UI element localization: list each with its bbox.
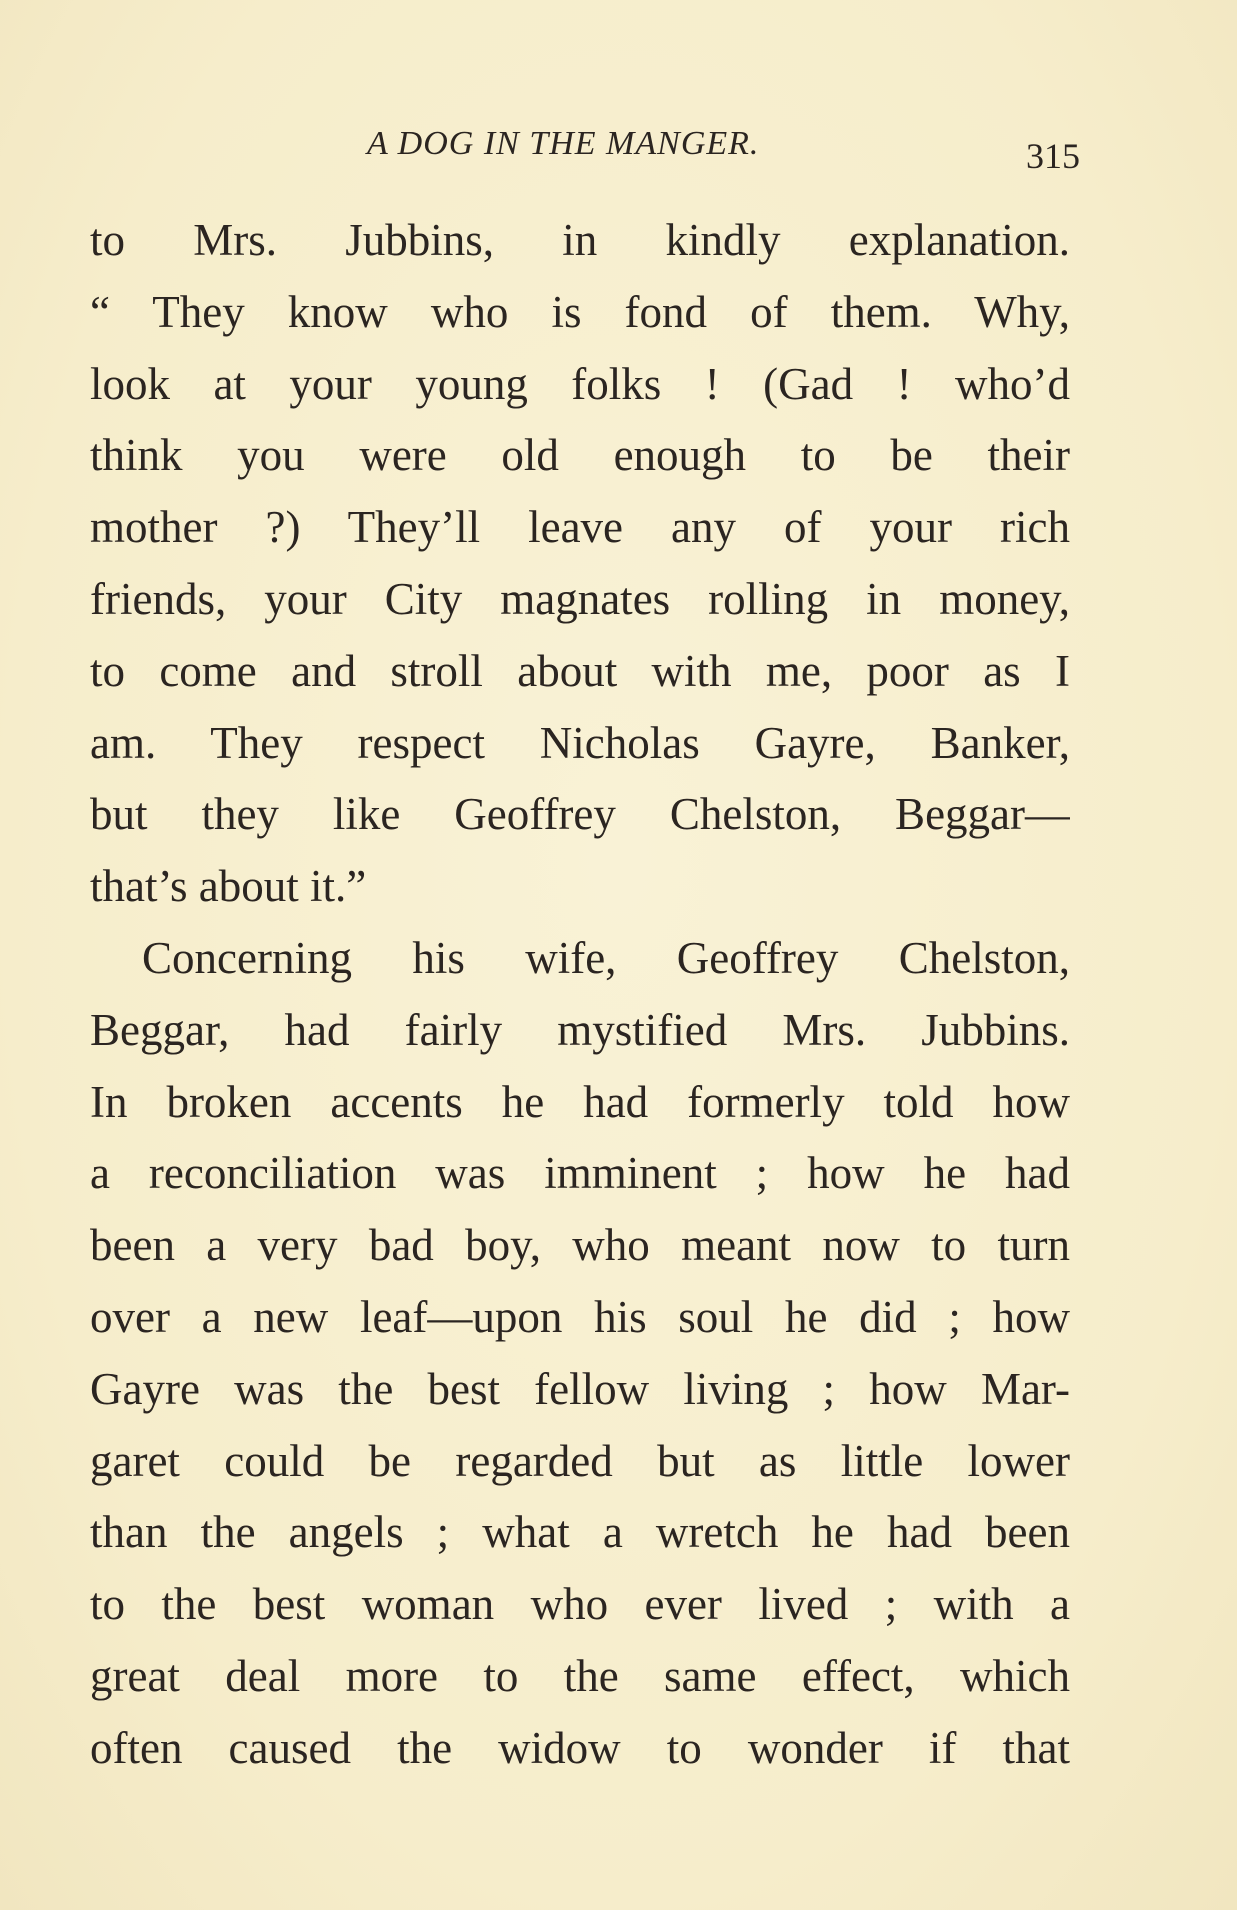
text-line: garet could be regarded but as little lower (90, 1435, 1070, 1486)
body-text (90, 205, 1070, 1785)
text-line: friends, your City magnates rolling in money, (90, 573, 1070, 624)
page-header (90, 125, 1090, 175)
text-line: a reconciliation was imminent ; how he had (90, 1148, 1070, 1199)
text-line: than the angels ; what a wretch he had been (90, 1507, 1070, 1558)
text-line: great deal more to the same effect, which (90, 1650, 1070, 1701)
text-line: am. They respect Nicholas Gayre, Banker, (90, 717, 1070, 768)
text-line: look at your young folks ! (Gad ! who’d (90, 358, 1070, 409)
text-line: to Mrs. Jubbins, in kindly explanation. (90, 215, 1070, 265)
running-title: A DOG IN THE MANGER. (367, 125, 760, 162)
text-line: Gayre was the best fellow living ; how Mar- (90, 1363, 1070, 1414)
text-line: mother ?) They’ll leave any of your rich (90, 502, 1070, 553)
text-line: In broken accents he had formerly told how (90, 1076, 1070, 1127)
text-line: think you were old enough to be their (90, 430, 1070, 481)
paragraph-start-line: Concerning his wife, Geoffrey Chelston, (142, 932, 1070, 983)
text-line: been a very bad boy, who meant now to turn (90, 1220, 1070, 1271)
text-line: Beggar, had fairly mystified Mrs. Jubbins. (90, 1004, 1070, 1055)
text-line: to come and stroll about with me, poor as I (90, 645, 1070, 696)
text-line: over a new leaf—upon his soul he did ; how (90, 1291, 1070, 1342)
text-line: “ They know who is fond of them. Why, (90, 286, 1070, 337)
paragraph-end-line: that’s about it.” (90, 861, 367, 912)
page-number: 315 (1026, 136, 1080, 176)
text-line: to the best woman who ever lived ; with a (90, 1579, 1070, 1630)
text-line: but they like Geoffrey Chelston, Beggar— (90, 789, 1070, 840)
text-line: often caused the widow to wonder if that (90, 1722, 1070, 1773)
